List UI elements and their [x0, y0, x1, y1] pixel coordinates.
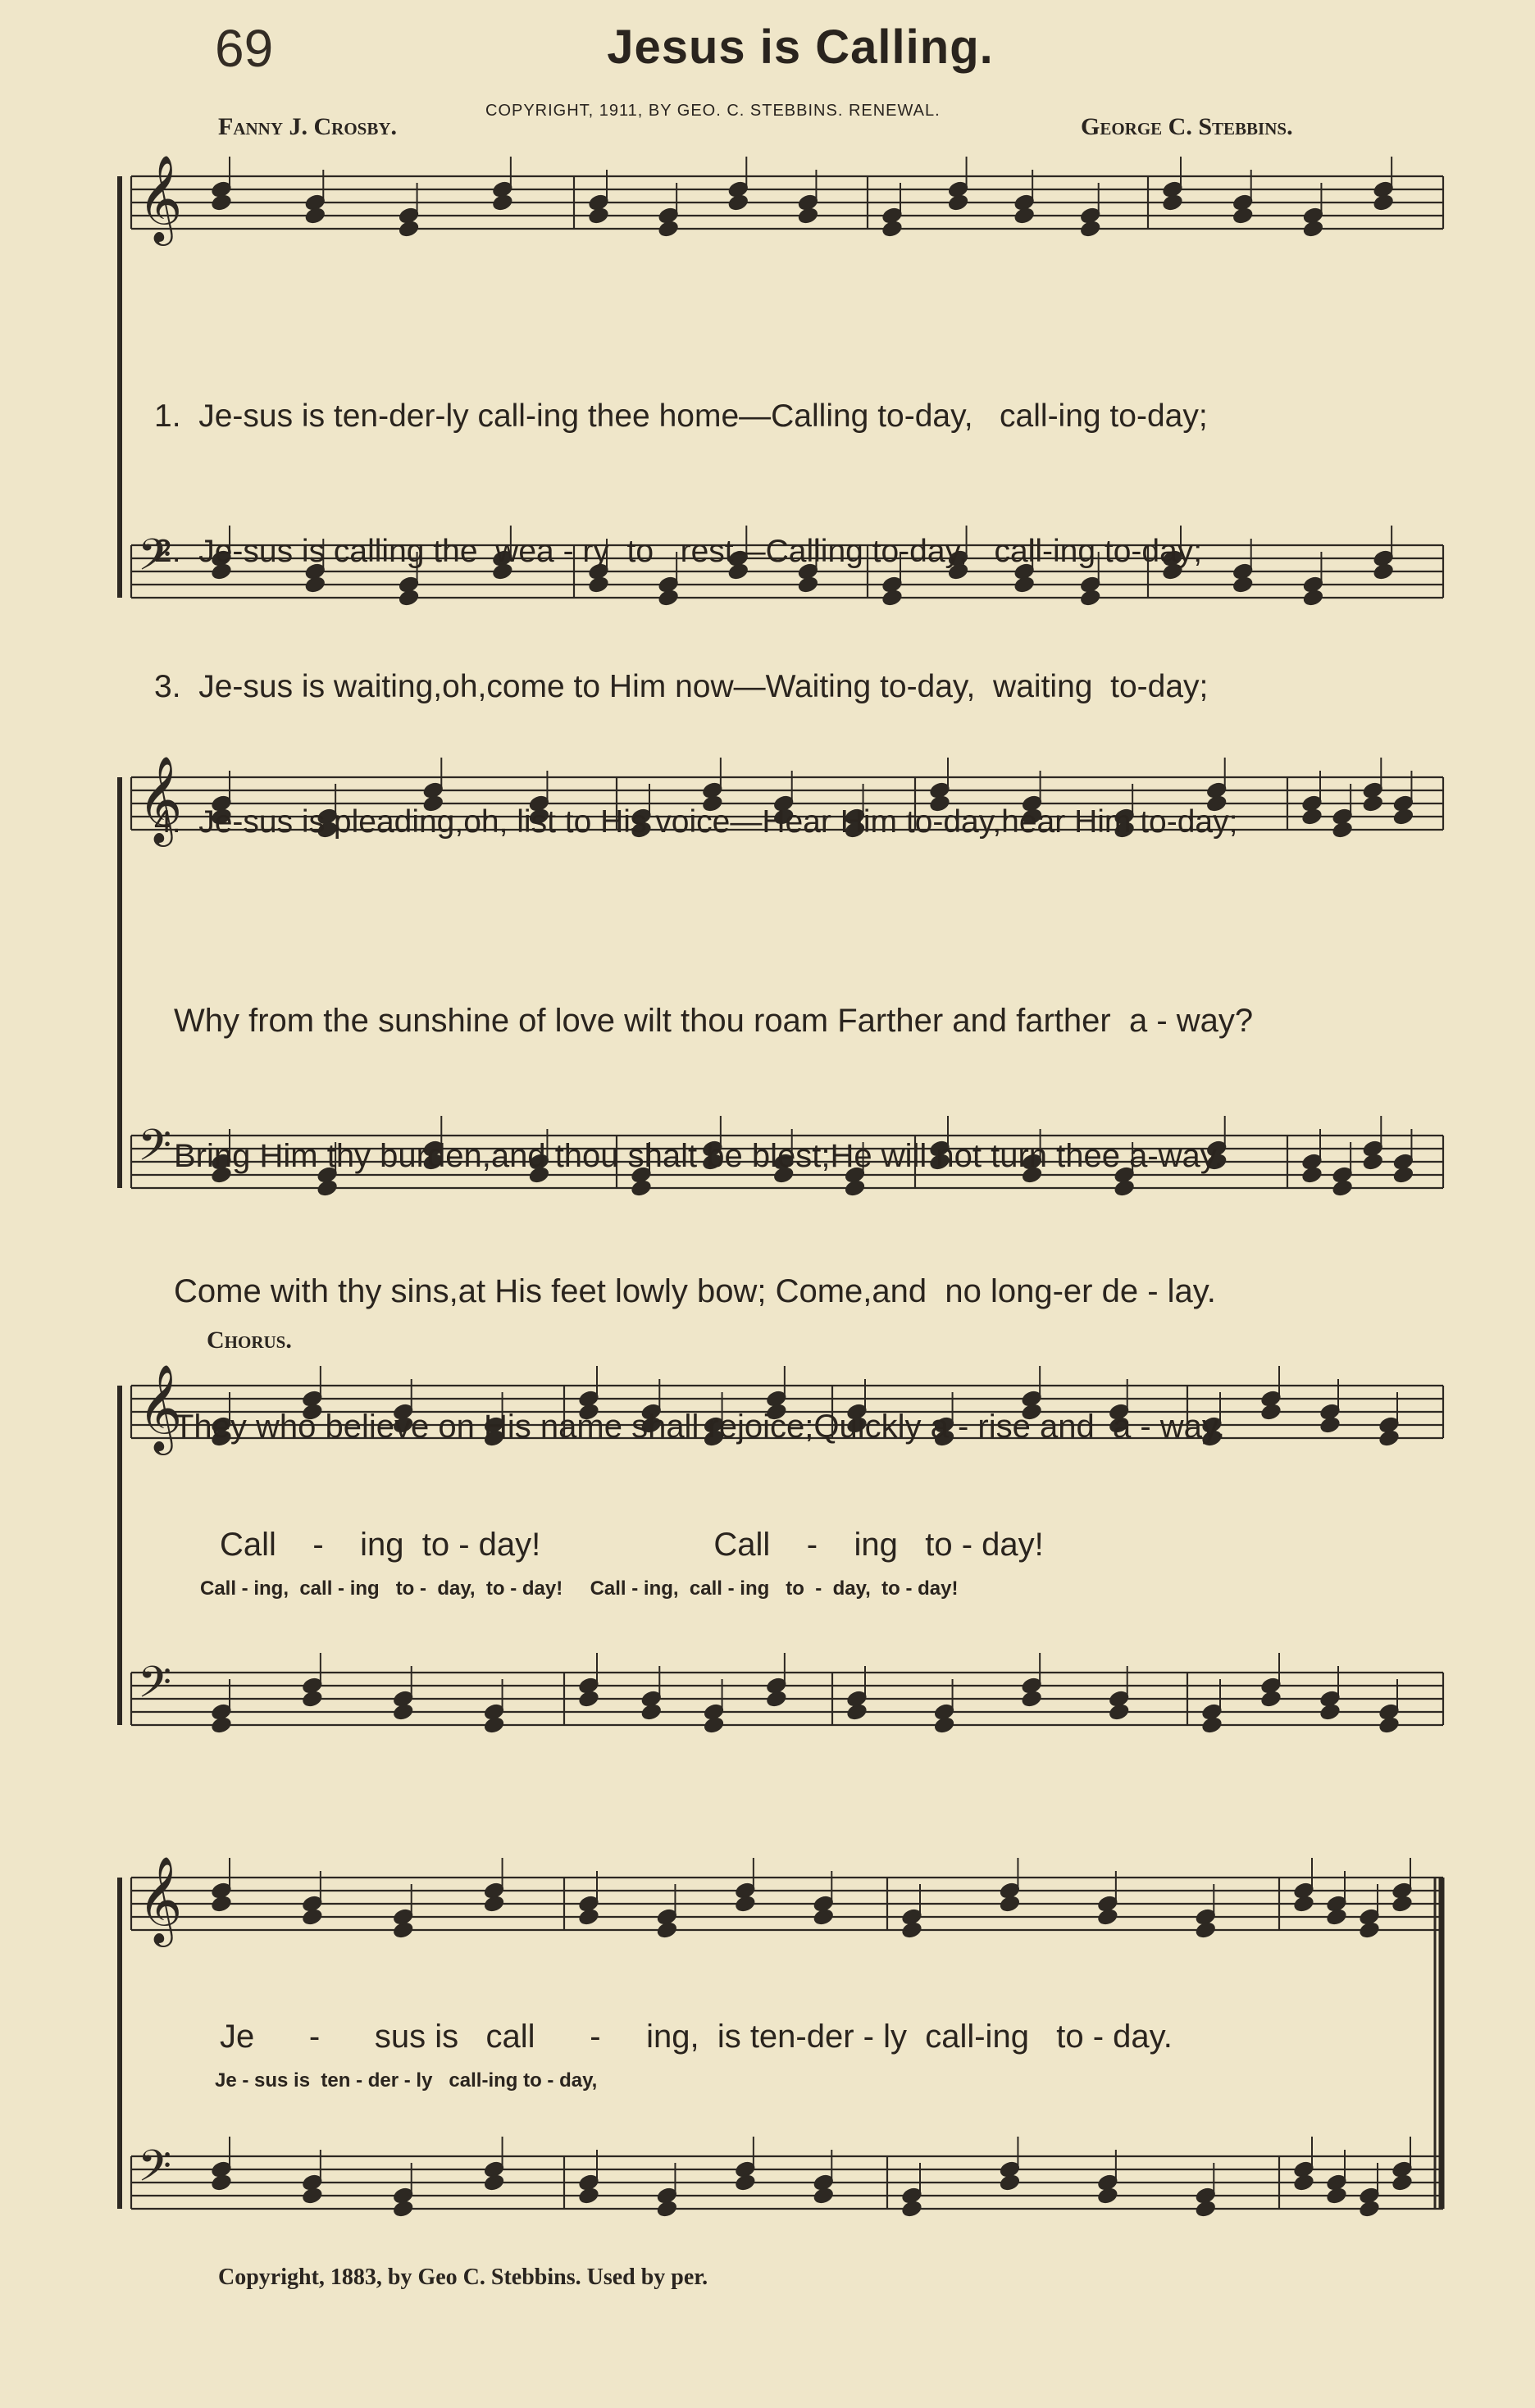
note-head [484, 1716, 505, 1734]
note-head [881, 220, 903, 238]
note-head [1013, 207, 1035, 225]
note-head [846, 1703, 868, 1721]
note-head [901, 1921, 922, 1939]
note-head [1260, 1403, 1282, 1421]
note-head [658, 220, 679, 238]
note-head [1301, 1166, 1323, 1184]
note-head [1319, 1703, 1341, 1721]
treble-clef-icon: 𝄞 [138, 755, 183, 843]
verse-2-line: Bring Him thy burden,and thou shalt be blest;He will not turn thee a-way. [174, 1138, 1223, 1174]
note-head [399, 220, 420, 238]
note-head [484, 1895, 505, 1913]
page-number: 69 [215, 19, 274, 78]
note-head [1359, 1921, 1380, 1939]
note-head [656, 2200, 677, 2218]
note-head [1260, 1690, 1282, 1708]
lyricist-credit: Fanny J. Crosby. [218, 113, 398, 140]
treble-clef-icon: 𝄞 [138, 154, 183, 242]
note-head [1109, 1703, 1130, 1721]
note-head [1021, 1690, 1042, 1708]
verse-2-line: 2. Je-sus is calling the wea - ry to rest—Calling to-day, call-ing to-day; [154, 534, 1203, 569]
note-head [727, 193, 749, 212]
note-head [492, 193, 513, 212]
note-head [1326, 1908, 1347, 1926]
note-head [393, 1921, 414, 1939]
verse-3-line: 3. Je-sus is waiting,oh,come to Him now—Waiting to-day, waiting to-day; [154, 669, 1209, 704]
verse-1-line: Why from the sunshine of love wilt thou roam Farther and farther a - way? [174, 1003, 1254, 1039]
verse-block-1 [154, 303, 1237, 935]
note-head [901, 2200, 922, 2218]
note-head [1392, 1166, 1414, 1184]
chorus-echo-1: Call - ing, call - ing to - day, to - day! Call - ing, call - ing to - day, to - day! [200, 1577, 959, 1600]
note-head [1195, 2200, 1216, 2218]
note-head [1162, 193, 1183, 212]
note-head [735, 1895, 756, 1913]
note-head [304, 207, 326, 225]
chorus-lyric-2: Je - sus is call - ing, is ten-der - ly call-ing to - day. [220, 2019, 1173, 2055]
note-head [1378, 1716, 1400, 1734]
note-head [1392, 2174, 1413, 2192]
verse-4-line: 4. Je-sus is pleading,oh, list to His voice—Hear Him to-day,hear Him to-day; [154, 804, 1238, 840]
note-head [1302, 220, 1323, 238]
note-head [484, 2174, 505, 2192]
note-head [1302, 589, 1323, 607]
treble-clef-icon: 𝄞 [138, 1363, 183, 1451]
note-head [766, 1690, 787, 1708]
note-head [1097, 2187, 1118, 2205]
note-head [1326, 2187, 1347, 2205]
note-head [1195, 1921, 1216, 1939]
note-head [1080, 220, 1101, 238]
verse-3-line: Come with thy sins,at His feet lowly bow; Come,and no long-er de - lay. [174, 1273, 1216, 1309]
note-head [1319, 1416, 1341, 1434]
note-head [211, 1716, 232, 1734]
composer-credit: George C. Stebbins. [1081, 113, 1293, 140]
note-head [704, 1716, 725, 1734]
note-head [1373, 562, 1394, 580]
note-head [1293, 1895, 1314, 1913]
note-head [1362, 794, 1383, 813]
note-head [393, 1703, 414, 1721]
footer-copyright: Copyright, 1883, by Geo C. Stebbins. Used by per. [218, 2265, 708, 2290]
note-head [211, 2174, 232, 2192]
chorus-echo-2: Je - sus is ten - der - ly call-ing to - day, [215, 2069, 598, 2092]
note-head [302, 1690, 323, 1708]
note-head [578, 1690, 599, 1708]
note-head [1359, 2200, 1380, 2218]
note-head [1301, 808, 1323, 826]
verse-block-2 [174, 908, 1253, 1540]
note-head [1293, 2174, 1314, 2192]
note-head [578, 2187, 599, 2205]
note-head [578, 1908, 599, 1926]
note-head [302, 1908, 323, 1926]
note-head [1332, 1179, 1353, 1197]
note-head [948, 193, 969, 212]
note-head [1332, 821, 1353, 839]
chorus-lyric-1: Call - ing to - day! Call - ing to - day! [220, 1527, 1044, 1563]
bass-clef-icon: 𝄢 [138, 530, 172, 591]
note-head [656, 1921, 677, 1939]
note-head [797, 207, 818, 225]
note-head [1362, 1153, 1383, 1171]
note-head [640, 1703, 662, 1721]
copyright-renewal: COPYRIGHT, 1911, BY GEO. C. STEBBINS. RENEWAL. [485, 102, 941, 120]
note-head [1201, 1716, 1223, 1734]
note-head [211, 1895, 232, 1913]
chorus-label: Chorus. [207, 1327, 292, 1354]
note-head [813, 2187, 834, 2205]
note-head [999, 2174, 1020, 2192]
note-head [934, 1716, 955, 1734]
note-head [1373, 193, 1394, 212]
bass-clef-icon: 𝄢 [138, 1658, 172, 1718]
note-head [1378, 1429, 1400, 1447]
note-head [1232, 207, 1254, 225]
treble-clef-icon: 𝄞 [138, 1855, 183, 1943]
note-head [1392, 1895, 1413, 1913]
bass-clef-icon: 𝄢 [138, 2142, 172, 2202]
bass-clef-icon: 𝄢 [138, 1121, 172, 1181]
note-head [588, 207, 609, 225]
note-head [393, 2200, 414, 2218]
note-head [302, 2187, 323, 2205]
note-head [1392, 808, 1414, 826]
hymn-title: Jesus is Calling. [607, 20, 994, 74]
note-head [999, 1895, 1020, 1913]
note-head [813, 1908, 834, 1926]
verse-1-line: 1. Je-sus is ten-der-ly call-ing thee home—Calling to-day, call-ing to-day; [154, 398, 1208, 434]
verse-4-line: They who believe on His name shall rejoice;Quickly a - rise and a - way. [174, 1409, 1226, 1445]
note-head [211, 193, 232, 212]
note-head [1097, 1908, 1118, 1926]
note-head [735, 2174, 756, 2192]
